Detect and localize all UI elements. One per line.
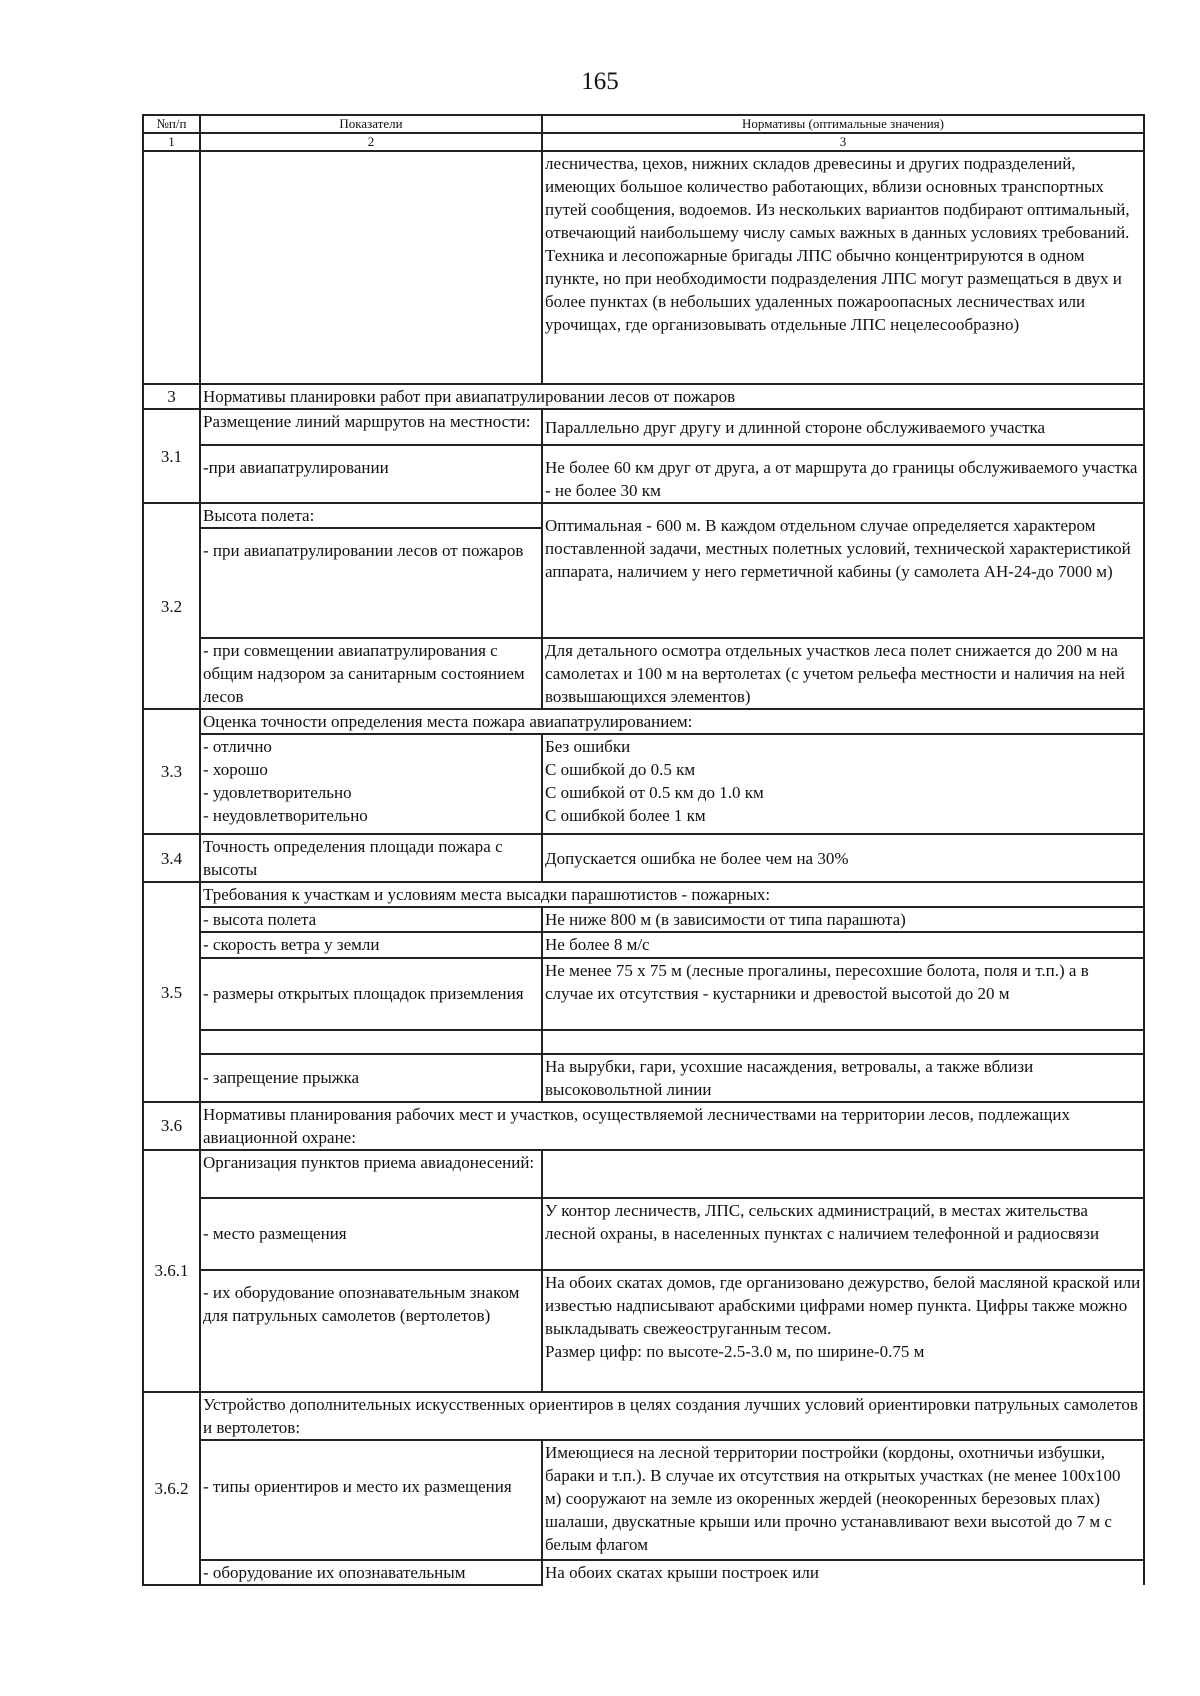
norm-value: На обоих скатах крыши построек или bbox=[542, 1560, 1144, 1585]
norm-value: Оптимальная - 600 м. В каждом отдельном случае определяется характером поставленной задачи, местных полетных условий, технической характеристикой аппарата, наличием у него герметичной кабины (у самолета АН-24-до 7000 м) bbox=[542, 503, 1144, 638]
indicator: Организация пунктов приема авиадонесений: bbox=[200, 1150, 542, 1198]
table-row bbox=[143, 1030, 1144, 1054]
item-number: 3.3 bbox=[143, 709, 200, 834]
indicator: - скорость ветра у земли bbox=[200, 932, 542, 957]
indicator: - высота полета bbox=[200, 907, 542, 932]
grade-label: - хорошо bbox=[203, 760, 268, 780]
table-row bbox=[143, 151, 1144, 384]
table-row bbox=[143, 907, 1144, 932]
table-row bbox=[143, 734, 1144, 834]
indicator: - место размещения bbox=[200, 1198, 542, 1270]
item-number: 3.2 bbox=[143, 503, 200, 709]
section-title: Нормативы планировки работ при авиапатрулировании лесов от пожаров bbox=[200, 384, 1144, 409]
table-row bbox=[143, 445, 1144, 503]
grade-label: - удовлетворительно bbox=[203, 783, 352, 803]
norms-table bbox=[142, 114, 1145, 1586]
section-title: Нормативы планирования рабочих мест и участков, осуществляемой лесничествами на территории лесов, подлежащих авиационной охране: bbox=[200, 1102, 1144, 1150]
section-title: Оценка точности определения места пожара авиапатрулированием: bbox=[200, 709, 1144, 734]
colnum-2: 2 bbox=[200, 133, 542, 151]
table-row bbox=[143, 834, 1144, 882]
page-number: 165 bbox=[581, 68, 619, 95]
table-row bbox=[143, 882, 1144, 907]
grade-value: С ошибкой более 1 км bbox=[545, 806, 706, 826]
item-number: 3.6.1 bbox=[143, 1150, 200, 1392]
item-number: 3.4 bbox=[143, 834, 200, 882]
norm-value: На вырубки, гари, усохшие насаждения, ветровалы, а также вблизи высоковольтной линии bbox=[542, 1054, 1144, 1102]
item-number: 3.6 bbox=[143, 1102, 200, 1150]
grade-label: - неудовлетворительно bbox=[203, 806, 368, 826]
grade-value: С ошибкой от 0.5 км до 1.0 км bbox=[545, 783, 764, 803]
norm-value: Не менее 75 х 75 м (лесные прогалины, пересохшие болота, поля и т.п.) а в случае их отсутствия - кустарники и древостой высотой до 20 м bbox=[542, 958, 1144, 1030]
continued-text: лесничества, цехов, нижних складов древесины и других подразделений, имеющих большое количество работающих, вблизи основных транспортных путей сообщения, водоемов. Из нескольких вариантов подбирают оптимальный, отвечающий наибольшему числу самых важных в данных условиях требований. Техника и лесопожарные бригады ЛПС обычно концентрируются в одном пункте, но при необходимости подразделения ЛПС могут размещаться в двух и более пунктах (в небольших удаленных пожароопасных лесничествах или урочищах, где организовывать отдельные ЛПС нецелесообразно) bbox=[542, 151, 1144, 384]
table-row bbox=[143, 1560, 1144, 1585]
table-header-row bbox=[143, 115, 1144, 133]
norm-value: Не ниже 800 м (в зависимости от типа парашюта) bbox=[542, 907, 1144, 932]
table-row bbox=[143, 932, 1144, 957]
section-title: Требования к участкам и условиям места высадки парашютистов - пожарных: bbox=[200, 882, 1144, 907]
norm-value: Параллельно друг другу и длинной стороне обслуживаемого участка bbox=[542, 409, 1144, 445]
colnum-3: 3 bbox=[542, 133, 1144, 151]
indicator: - оборудование их опознавательным bbox=[200, 1560, 542, 1585]
indicator: - при авиапатрулировании лесов от пожаров bbox=[200, 528, 542, 638]
indicator: -при авиапатрулировании bbox=[200, 445, 542, 503]
table-row bbox=[143, 1102, 1144, 1150]
header-norms: Нормативы (оптимальные значения) bbox=[542, 115, 1144, 133]
table-row bbox=[143, 1440, 1144, 1560]
indicator: - типы ориентиров и место их размещения bbox=[200, 1440, 542, 1560]
norm-value: Не более 8 м/с bbox=[542, 932, 1144, 957]
norm-value bbox=[542, 1270, 1144, 1392]
norm-value: Не более 60 км друг от друга, а от маршрута до границы обслуживаемого участка - не более 30 км bbox=[542, 445, 1144, 503]
norm-value: У контор лесничеств, ЛПС, сельских администраций, в местах жительства лесной охраны, в населенных пунктах с наличием телефонной и радиосвязи bbox=[542, 1198, 1144, 1270]
table-row bbox=[143, 1150, 1144, 1198]
indicator: - запрещение прыжка bbox=[200, 1054, 542, 1102]
indicator: - их оборудование опознавательным знаком для патрульных самолетов (вертолетов) bbox=[200, 1270, 542, 1392]
colnum-1: 1 bbox=[143, 133, 200, 151]
norm-text: На обоих скатах домов, где организовано дежурство, белой масляной краской или известью надписывают арабскими цифрами номер пункта. Цифры также можно выкладывать свежеоструганным тесом. bbox=[545, 1272, 1141, 1338]
column-number-row bbox=[143, 133, 1144, 151]
norm-value: Допускается ошибка не более чем на 30% bbox=[542, 834, 1144, 882]
digit-size: Размер цифр: по высоте-2.5-3.0 м, по ширине-0.75 м bbox=[545, 1341, 925, 1361]
indicator: Размещение линий маршрутов на местности: bbox=[200, 409, 542, 445]
indicator: Высота полета: bbox=[200, 503, 542, 528]
section-number: 3 bbox=[143, 384, 200, 409]
item-number: 3.6.2 bbox=[143, 1392, 200, 1585]
indicator: - при совмещении авиапатрулирования с общим надзором за санитарным состоянием лесов bbox=[200, 638, 542, 709]
item-number: 3.5 bbox=[143, 882, 200, 1101]
header-number: №п/п bbox=[143, 115, 200, 133]
table-row bbox=[143, 709, 1144, 734]
table-row bbox=[143, 958, 1144, 1030]
section-title: Устройство дополнительных искусственных ориентиров в целях создания лучших условий ориентировки патрульных самолетов и вертолетов: bbox=[200, 1392, 1144, 1440]
indicator: Точность определения площади пожара с высоты bbox=[200, 834, 542, 882]
grade-values bbox=[542, 734, 1144, 834]
table-row bbox=[143, 1198, 1144, 1270]
indicator: - размеры открытых площадок приземления bbox=[200, 958, 542, 1030]
grade-value: Без ошибки bbox=[545, 737, 631, 757]
table-row bbox=[143, 1270, 1144, 1392]
grade-list bbox=[200, 734, 542, 834]
norm-value: Имеющиеся на лесной территории постройки (кордоны, охотничьи избушки, бараки и т.п.). В случае их отсутствия на открытых участках (не менее 100х100 м) сооружают на земле из окоренных жердей (неокоренных березовых плах) шалаши, двускатные крыши или прочно устанавливают вехи высотой до 7 м с белым флагом bbox=[542, 1440, 1144, 1560]
item-number: 3.1 bbox=[143, 409, 200, 503]
table-row bbox=[143, 409, 1144, 445]
grade-label: - отлично bbox=[203, 737, 272, 757]
table-row bbox=[143, 1054, 1144, 1102]
header-indicators: Показатели bbox=[200, 115, 542, 133]
table-row bbox=[143, 384, 1144, 409]
grade-value: С ошибкой до 0.5 км bbox=[545, 760, 696, 780]
table-row bbox=[143, 638, 1144, 709]
table-row bbox=[143, 503, 1144, 528]
table-row bbox=[143, 1392, 1144, 1440]
norm-value: Для детального осмотра отдельных участков леса полет снижается до 200 м на самолетах и 100 м на вертолетах (с учетом рельефа местности и наличия на ней возвышающихся элементов) bbox=[542, 638, 1144, 709]
